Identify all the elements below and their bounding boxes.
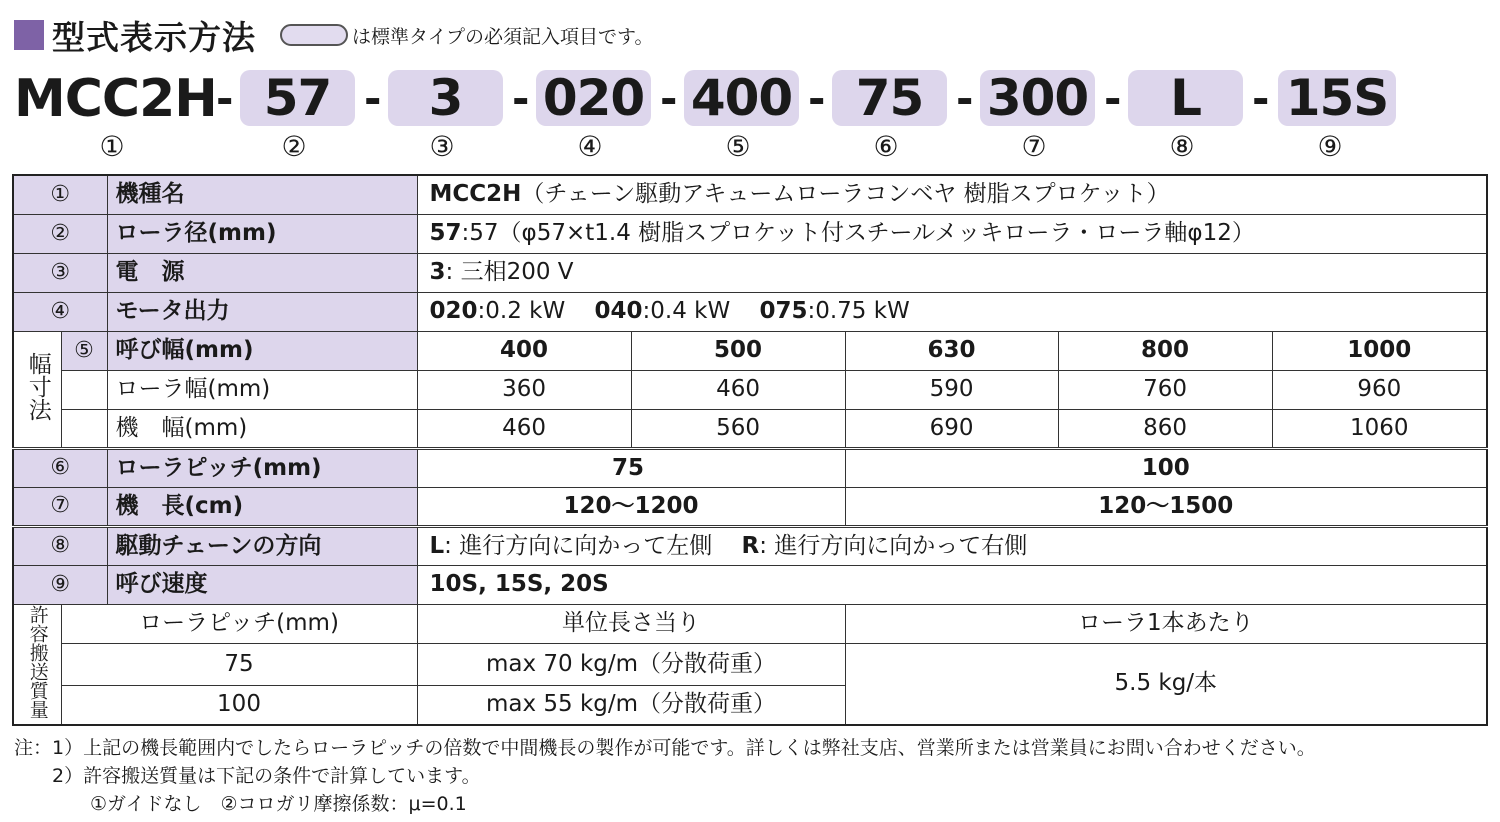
row-number: ③ bbox=[13, 253, 107, 292]
code-number: ④ bbox=[577, 130, 603, 163]
row-label: 機 長(cm) bbox=[107, 487, 417, 526]
footnote-3: ①ガイドなし ②コロガリ摩擦係数：μ=0.1 bbox=[14, 793, 467, 815]
value-code: L bbox=[429, 532, 445, 559]
pitch-value-cell bbox=[417, 448, 845, 487]
load-per-length-cell: max 70 kg/m（分散荷重） bbox=[417, 643, 845, 686]
machine-width-cell: 460 bbox=[417, 409, 631, 448]
row-number: ⑦ bbox=[13, 487, 107, 526]
model-prefix: MCC2H bbox=[14, 69, 217, 129]
value-text: :0.2 kW bbox=[477, 298, 566, 324]
dash-separator: - bbox=[808, 74, 826, 123]
value-code: 3 bbox=[429, 259, 446, 285]
roller-width-cell: 760 bbox=[1058, 370, 1272, 409]
table-row bbox=[13, 448, 1487, 487]
value-text: :0.4 kW bbox=[642, 298, 731, 324]
machine-width-cell: 1060 bbox=[1272, 409, 1487, 448]
blank-cell bbox=[61, 409, 107, 448]
pitch-value-cell: 100 bbox=[845, 448, 1487, 487]
footnote-2: 2）許容搬送質量は下記の条件で計算しています。 bbox=[14, 765, 481, 787]
nominal-width-cell: 630 bbox=[845, 331, 1058, 370]
code-box-pitch: 75 bbox=[832, 70, 947, 126]
blank-cell bbox=[61, 370, 107, 409]
load-header-per-roller: ローラ1本あたり bbox=[845, 604, 1487, 643]
table-row bbox=[13, 175, 1487, 214]
dash-separator: - bbox=[1104, 74, 1122, 123]
row-label: 電 源 bbox=[107, 253, 417, 292]
dash-separator: - bbox=[364, 74, 382, 123]
load-group-label bbox=[13, 604, 61, 725]
power-value bbox=[417, 253, 1487, 292]
nominal-width-cell: 400 bbox=[417, 331, 631, 370]
table-row bbox=[13, 253, 1487, 292]
roller-width-cell: 360 bbox=[417, 370, 631, 409]
motor-output-value bbox=[417, 292, 1487, 331]
value-text: :57（φ57×t1.4 樹脂スプロケット付スチールメッキローラ・ローラ軸φ12） bbox=[461, 220, 1255, 246]
value-text: （チェーン駆動アキュームローラコンベヤ 樹脂スプロケット） bbox=[521, 181, 1170, 208]
code-number: ① bbox=[99, 130, 125, 163]
table-row bbox=[13, 526, 1487, 565]
value-code: R bbox=[741, 532, 760, 559]
load-side-label: 許容搬送質量 bbox=[26, 604, 49, 719]
table-row bbox=[13, 487, 1487, 526]
model-name-value bbox=[417, 175, 1487, 214]
table-row bbox=[13, 292, 1487, 331]
roller-width-cell: 590 bbox=[845, 370, 1058, 409]
row-label: 呼び速度 bbox=[107, 565, 417, 604]
row-number: ⑧ bbox=[13, 526, 107, 565]
row-label: 機種名 bbox=[107, 175, 417, 214]
pitch-value: 75 bbox=[612, 454, 645, 481]
machine-width-cell: 860 bbox=[1058, 409, 1272, 448]
table-row bbox=[13, 214, 1487, 253]
dash-separator: - bbox=[216, 74, 234, 123]
roller-width-cell: 460 bbox=[631, 370, 845, 409]
nominal-width-cell: 500 bbox=[631, 331, 845, 370]
value-code: 040 bbox=[594, 298, 643, 324]
code-box-motor: 020 bbox=[536, 70, 651, 126]
code-box-length: 300 bbox=[980, 70, 1095, 126]
row-number: ① bbox=[13, 175, 107, 214]
load-header-per-length: 単位長さ当り bbox=[417, 604, 845, 643]
row-label: 呼び幅(mm) bbox=[107, 331, 417, 370]
load-pitch-cell: 100 bbox=[61, 686, 417, 725]
length-value-cell: 120～1200 bbox=[417, 487, 845, 526]
value-code: MCC2H bbox=[429, 181, 522, 208]
row-number: ⑥ bbox=[13, 448, 107, 487]
chain-direction-value bbox=[417, 526, 1487, 565]
value-text: : 進行方向に向かって左側 bbox=[444, 532, 713, 559]
value-text: : 進行方向に向かって右側 bbox=[759, 532, 1028, 559]
spec-table bbox=[12, 174, 1488, 726]
code-box-roller-dia: 57 bbox=[240, 70, 355, 126]
row-label: ローラピッチ(mm) bbox=[107, 448, 417, 487]
row-label: ローラ幅(mm) bbox=[107, 370, 417, 409]
table-row bbox=[13, 409, 1487, 448]
code-number: ③ bbox=[429, 130, 455, 163]
row-number: ⑤ bbox=[61, 331, 107, 370]
value-code: 57 bbox=[429, 220, 462, 246]
model-code-row bbox=[14, 68, 1494, 130]
code-number: ⑥ bbox=[873, 130, 899, 163]
row-label: ローラ径(mm) bbox=[107, 214, 417, 253]
nominal-width-cell: 800 bbox=[1058, 331, 1272, 370]
roller-dia-value bbox=[417, 214, 1487, 253]
table-row bbox=[13, 604, 1487, 643]
row-number: ② bbox=[13, 214, 107, 253]
machine-width-cell: 560 bbox=[631, 409, 845, 448]
row-label: モータ出力 bbox=[107, 292, 417, 331]
row-number: ④ bbox=[13, 292, 107, 331]
value-code: 020 bbox=[429, 298, 478, 324]
code-number: ② bbox=[281, 130, 307, 163]
width-side-label: 幅寸法 bbox=[24, 352, 51, 421]
code-box-width: 400 bbox=[684, 70, 799, 126]
table-row bbox=[13, 370, 1487, 409]
code-box-speed: 15S bbox=[1278, 70, 1396, 126]
code-number: ⑦ bbox=[1021, 130, 1047, 163]
load-per-roller-cell: 5.5 kg/本 bbox=[845, 643, 1487, 725]
code-number: ⑤ bbox=[725, 130, 751, 163]
footnote-1: 注：1）上記の機長範囲内でしたらローラピッチの倍数で中間機長の製作が可能です。詳しくは弊社支店、営業所または営業員にお問い合わせください。 bbox=[14, 737, 1316, 759]
value-code: 075 bbox=[759, 298, 808, 324]
section-header bbox=[14, 12, 654, 58]
nominal-width-cell: 1000 bbox=[1272, 331, 1487, 370]
code-box-power: 3 bbox=[388, 70, 503, 126]
roller-width-cell: 960 bbox=[1272, 370, 1487, 409]
value-text: :0.75 kW bbox=[807, 298, 910, 324]
legend-note: は標準タイプの必須記入項目です。 bbox=[352, 25, 654, 48]
code-box-direction: L bbox=[1128, 70, 1243, 126]
dash-separator: - bbox=[512, 74, 530, 123]
table-row bbox=[13, 643, 1487, 686]
row-label: 駆動チェーンの方向 bbox=[107, 526, 417, 565]
machine-width-cell: 690 bbox=[845, 409, 1058, 448]
dash-separator: - bbox=[956, 74, 974, 123]
load-per-length-cell: max 55 kg/m（分散荷重） bbox=[417, 686, 845, 725]
table-row bbox=[13, 331, 1487, 370]
table-row bbox=[13, 565, 1487, 604]
width-group-label bbox=[13, 331, 61, 448]
dash-separator: - bbox=[1252, 74, 1270, 123]
code-number: ⑧ bbox=[1169, 130, 1195, 163]
dash-separator: - bbox=[660, 74, 678, 123]
footnotes bbox=[14, 734, 1316, 818]
speed-value: 10S, 15S, 20S bbox=[417, 565, 1487, 604]
length-value-cell: 120～1500 bbox=[845, 487, 1487, 526]
code-number: ⑨ bbox=[1317, 130, 1343, 163]
required-item-legend-swatch bbox=[280, 24, 348, 46]
row-number: ⑨ bbox=[13, 565, 107, 604]
load-header-pitch: ローラピッチ(mm) bbox=[61, 604, 417, 643]
load-pitch-cell: 75 bbox=[61, 643, 417, 686]
square-bullet-icon bbox=[14, 20, 44, 50]
row-label: 機 幅(mm) bbox=[107, 409, 417, 448]
section-title: 型式表示方法 bbox=[52, 17, 256, 57]
value-text: : 三相200 V bbox=[445, 259, 574, 285]
